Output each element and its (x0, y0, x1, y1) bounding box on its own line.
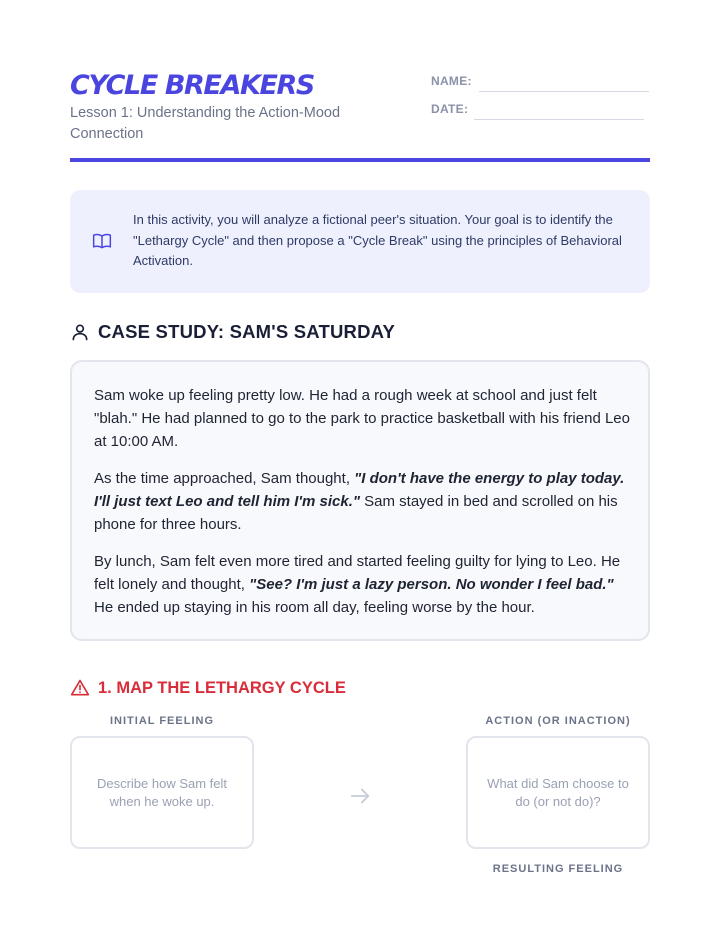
warning-triangle-icon (70, 678, 90, 698)
worksheet-header (70, 68, 650, 162)
initial-feeling-placeholder: Describe how Sam felt when he woke up. (96, 775, 228, 809)
initial-feeling-box[interactable] (70, 736, 254, 849)
case-paragraph-2: As the time approached, Sam thought, "I don't have the energy to play today. I'll just text Leo and tell him I'm sick." Sam stayed in bed and scrolled on his phone for three hours. (94, 470, 625, 533)
action-label: ACTION (OR INACTION) (485, 715, 631, 727)
case-paragraph-1: Sam woke up feeling pretty low. He had a rough week at school and just felt "blah." He had planned to go to the park to practice basketball with his friend Leo at 10:00 AM. (94, 387, 630, 450)
action-placeholder: What did Sam choose to do (or not do)? (487, 775, 629, 809)
sam-quote-2: "See? I'm just a lazy person. No wonder I feel bad." (249, 576, 614, 593)
case-paragraph-3: By lunch, Sam felt even more tired and started feeling guilty for lying to Leo. He felt lonely and thought, "See? I'm just a lazy person. No wonder I feel bad." He ended up staying in his room all day, feeling worse by the hour. (94, 553, 621, 616)
lesson-subtitle: Lesson 1: Understanding the Action-Mood Connection (70, 105, 341, 142)
initial-feeling-label: INITIAL FEELING (109, 715, 215, 727)
intro-text: In this activity, you will analyze a fictional peer's situation. Your goal is to identify the "Lethargy Cycle" and then propose a "Cycle Break" using the principles of Behavioral Activation. (133, 212, 622, 268)
action-box[interactable] (466, 736, 650, 849)
brand-title: CYCLE BREAKERS (70, 70, 314, 101)
map-cycle-title: 1. MAP THE LETHARGY CYCLE (98, 678, 346, 697)
case-study-heading (70, 321, 395, 343)
name-field[interactable] (479, 91, 649, 92)
name-label: NAME: (431, 74, 472, 88)
case-study-title: CASE STUDY: SAM'S SATURDAY (98, 321, 396, 342)
resulting-feeling-label: RESULTING FEELING (492, 863, 624, 875)
user-icon (70, 322, 90, 342)
map-cycle-heading (70, 678, 346, 698)
book-icon (92, 232, 112, 250)
intro-callout (70, 190, 650, 293)
sam-quote-1: "I don't have the energy to play today. I'll just text Leo and tell him I'm sick." (94, 470, 625, 510)
case-study-box (70, 360, 650, 641)
date-label: DATE: (431, 102, 469, 116)
arrow-right-icon (349, 785, 371, 807)
header-divider (70, 158, 650, 162)
date-field[interactable] (474, 119, 644, 120)
